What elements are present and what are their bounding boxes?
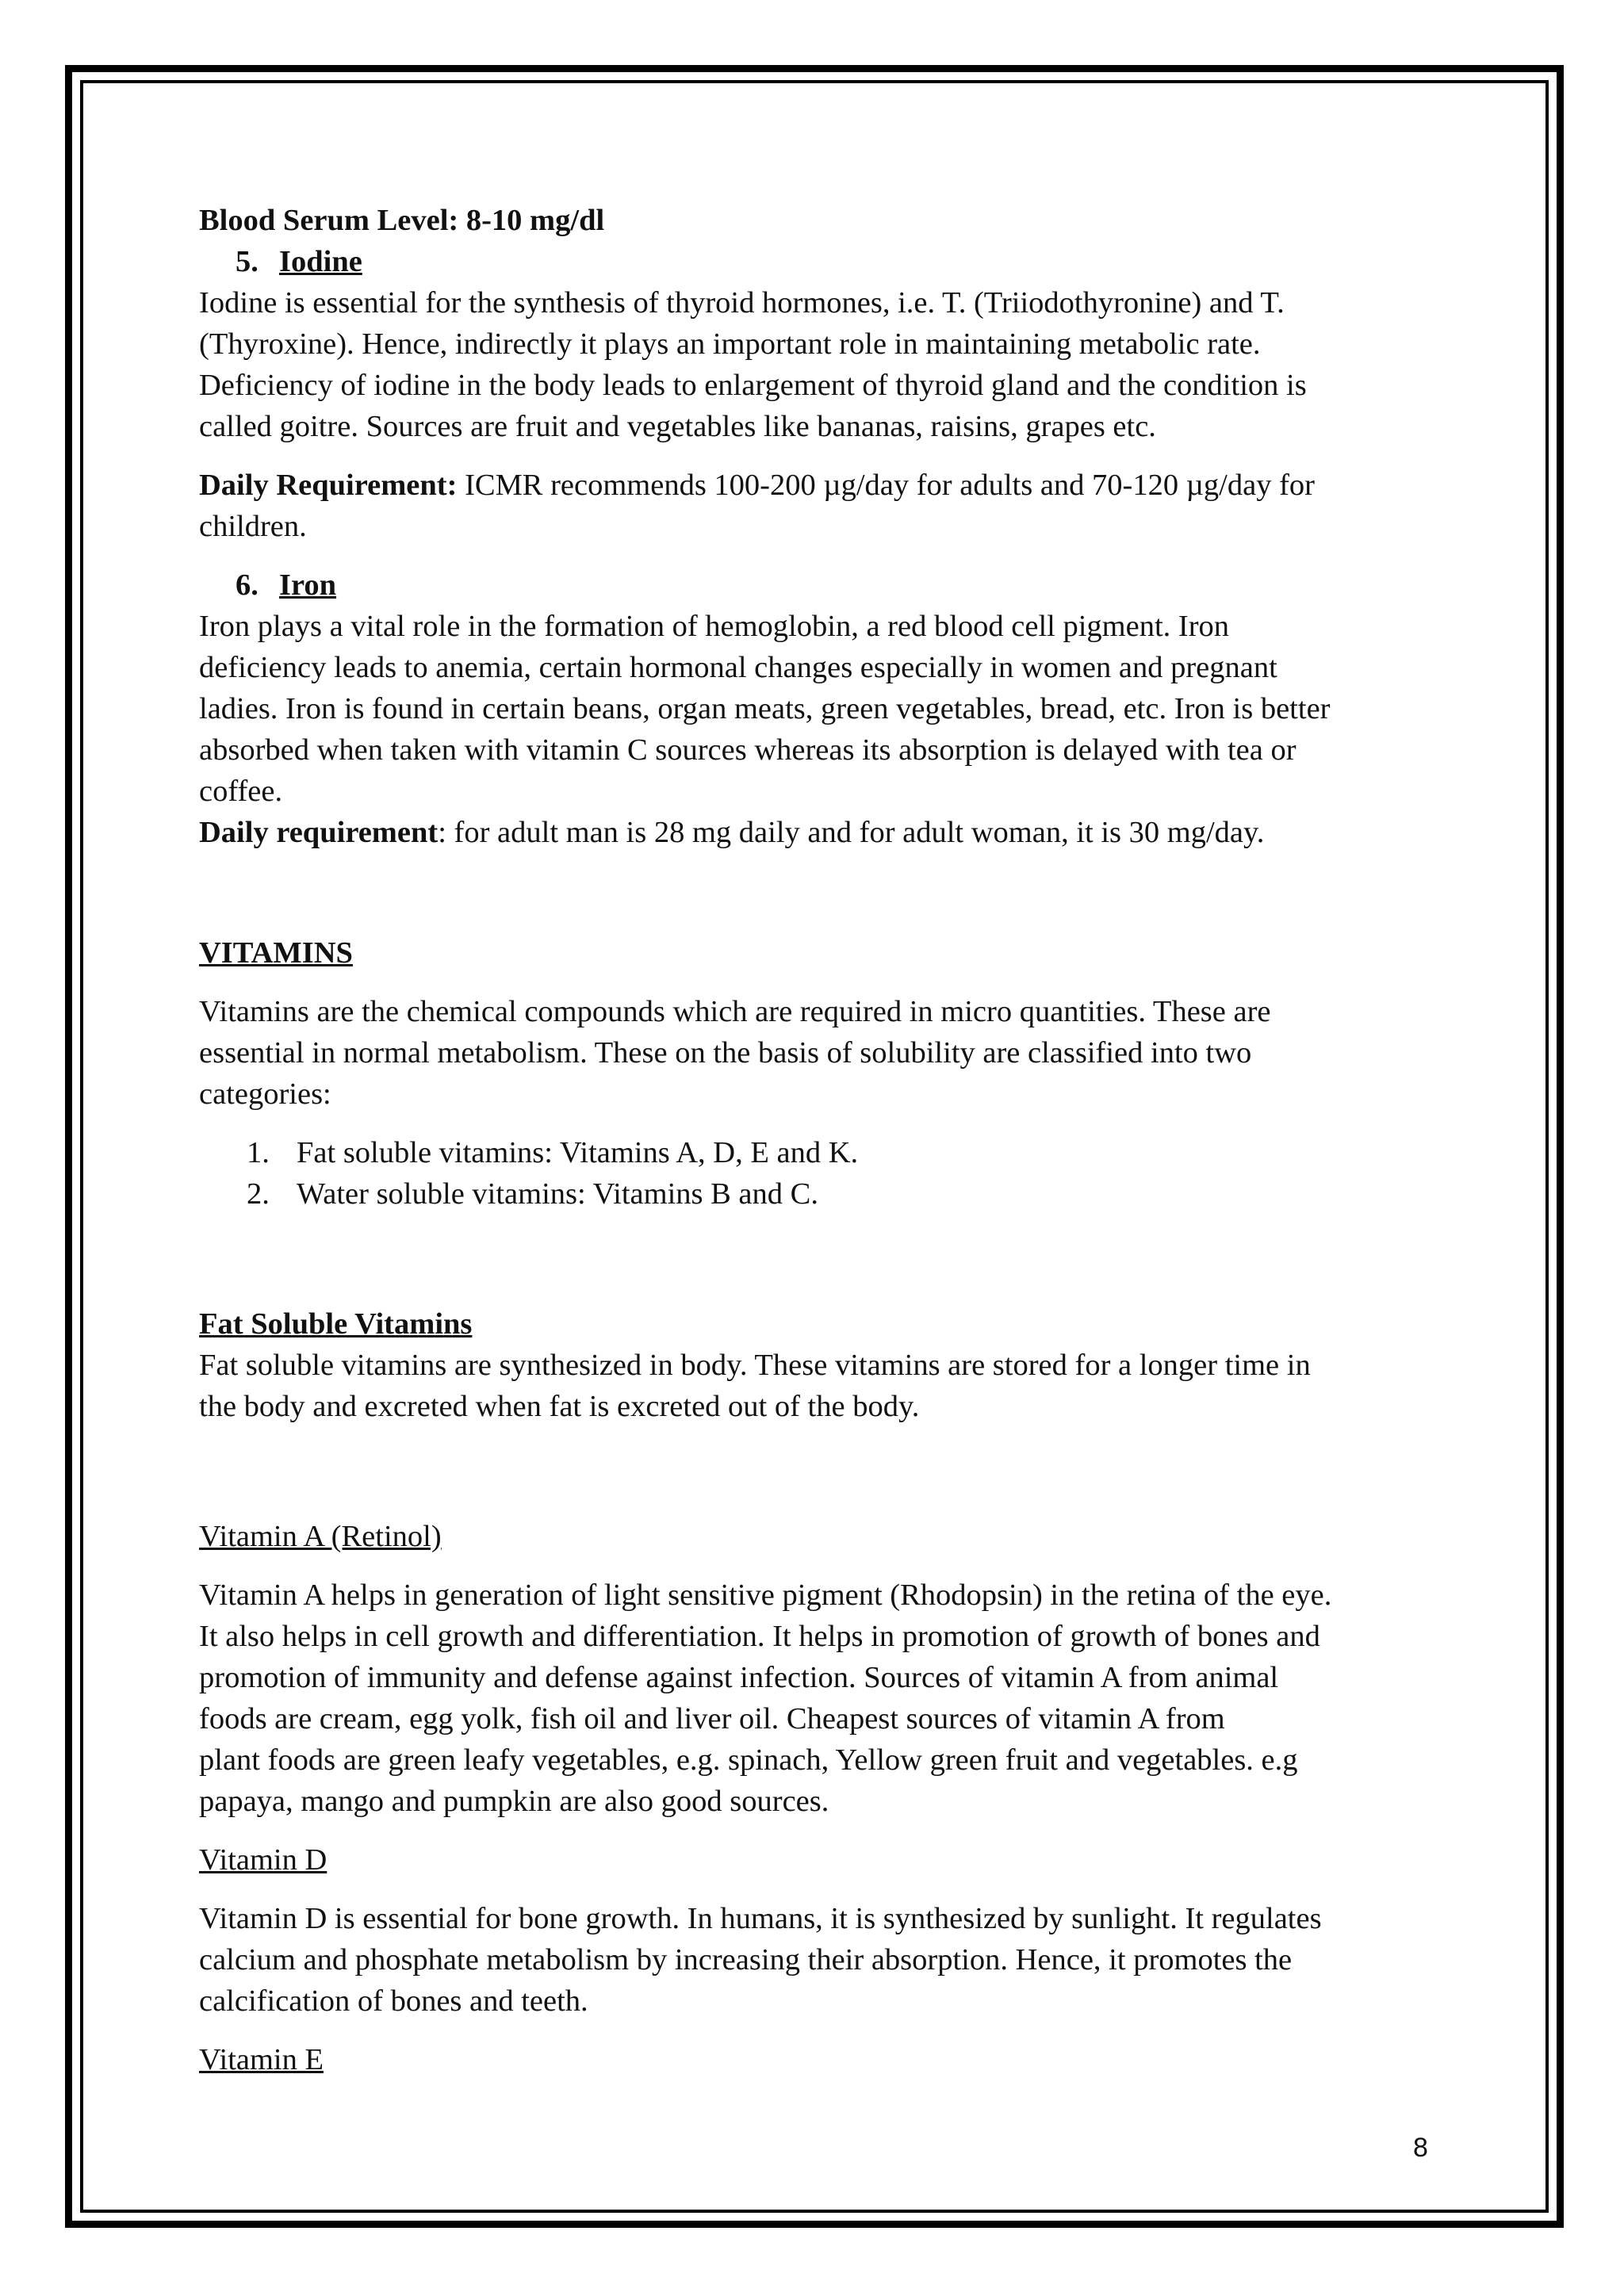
fat-soluble-text-line: Fat soluble vitamins are synthesized in body. These vitamins are stored for a longer time in <box>199 1349 1311 1382</box>
page-number: 8 <box>1413 2133 1428 2163</box>
iron-text-line: deficiency leads to anemia, certain hormonal changes especially in women and pregnant <box>199 651 1277 684</box>
vitamins-text-line: essential in normal metabolism. These on the basis of solubility are classified into two <box>199 1036 1252 1070</box>
vitamin-a-text-line: foods are cream, egg yolk, fish oil and liver oil. Cheapest sources of vitamin A from <box>199 1702 1225 1735</box>
list-item-text: Water soluble vitamins: Vitamins B and C. <box>297 1177 818 1211</box>
iron-heading <box>199 564 1436 606</box>
vitamin-a-text-line: Vitamin A helps in generation of light sensitive pigment (Rhodopsin) in the retina of the eye. <box>199 1578 1332 1612</box>
iodine-requirement-label: Daily Requirement: <box>199 469 458 502</box>
vitamins-text-line: categories: <box>199 1077 331 1111</box>
iodine-heading <box>199 241 1436 282</box>
iodine-text-line: Iodine is essential for the synthesis of thyroid hormones, i.e. T. (Triiodothyronine) and T. <box>199 286 1285 320</box>
iron-text-line: Iron plays a vital role in the formation of hemoglobin, a red blood cell pigment. Iron <box>199 610 1230 643</box>
vitamin-a-text-line: plant foods are green leafy vegetables, e.g. spinach, Yellow green fruit and vegetables. e.g <box>199 1743 1298 1777</box>
vitamin-a-text-line: papaya, mango and pumpkin are also good sources. <box>199 1785 829 1818</box>
iron-requirement-text: : for adult man is 28 mg daily and for adult woman, it is 30 mg/day. <box>438 816 1265 849</box>
iron-text-line: absorbed when taken with vitamin C sources whereas its absorption is delayed with tea or <box>199 733 1297 767</box>
vitamins-heading: VITAMINS <box>199 936 353 970</box>
iron-requirement-label: Daily requirement <box>199 816 439 849</box>
list-item <box>199 1173 1436 1215</box>
fat-soluble-heading: Fat Soluble Vitamins <box>199 1307 473 1341</box>
iodine-number: 5. <box>236 245 259 278</box>
vitamin-e-heading: Vitamin E <box>199 2043 324 2076</box>
vitamin-categories-list <box>199 1132 1436 1215</box>
vitamin-d-text-line: calcification of bones and teeth. <box>199 1984 588 2018</box>
vitamin-a-text-line: It also helps in cell growth and differentiation. It helps in promotion of growth of bones and <box>199 1620 1320 1653</box>
fat-soluble-text-line: the body and excreted when fat is excreted out of the body. <box>199 1390 920 1423</box>
iron-text-line: ladies. Iron is found in certain beans, organ meats, green vegetables, bread, etc. Iron is better <box>199 692 1331 725</box>
iodine-requirement-text: ICMR recommends 100-200 µg/day for adults and 70-120 µg/day for <box>457 469 1315 502</box>
iron-requirement <box>199 812 1436 853</box>
vitamin-d-text-line: Vitamin D is essential for bone growth. In humans, it is synthesized by sunlight. It regulates <box>199 1902 1322 1935</box>
iodine-requirement <box>199 465 1436 506</box>
vitamin-d-text-line: calcium and phosphate metabolism by increasing their absorption. Hence, it promotes the <box>199 1943 1293 1976</box>
iodine-title: Iodine <box>279 245 362 278</box>
iron-number: 6. <box>236 568 259 602</box>
document-body <box>199 200 1436 2080</box>
iodine-text-line: Deficiency of iodine in the body leads to enlargement of thyroid gland and the condition is <box>199 369 1307 402</box>
iron-title: Iron <box>279 568 337 602</box>
iodine-text-line: called goitre. Sources are fruit and vegetables like bananas, raisins, grapes etc. <box>199 410 1156 443</box>
vitamin-a-text-line: promotion of immunity and defense against infection. Sources of vitamin A from animal <box>199 1661 1279 1694</box>
iodine-requirement-line: children. <box>199 510 307 543</box>
vitamin-d-heading: Vitamin D <box>199 1843 327 1877</box>
list-item-number: 2. <box>247 1177 270 1211</box>
list-item <box>199 1132 1436 1173</box>
iron-text-line: coffee. <box>199 775 283 808</box>
vitamin-a-heading: Vitamin A (Retinol) <box>199 1520 442 1553</box>
iodine-text-line: (Thyroxine). Hence, indirectly it plays an important role in maintaining metabolic rate. <box>199 327 1261 361</box>
vitamins-text-line: Vitamins are the chemical compounds which are required in micro quantities. These are <box>199 995 1271 1028</box>
list-item-text: Fat soluble vitamins: Vitamins A, D, E and K. <box>297 1136 859 1169</box>
list-item-number: 1. <box>247 1136 270 1169</box>
serum-level-heading: Blood Serum Level: 8-10 mg/dl <box>199 204 605 237</box>
